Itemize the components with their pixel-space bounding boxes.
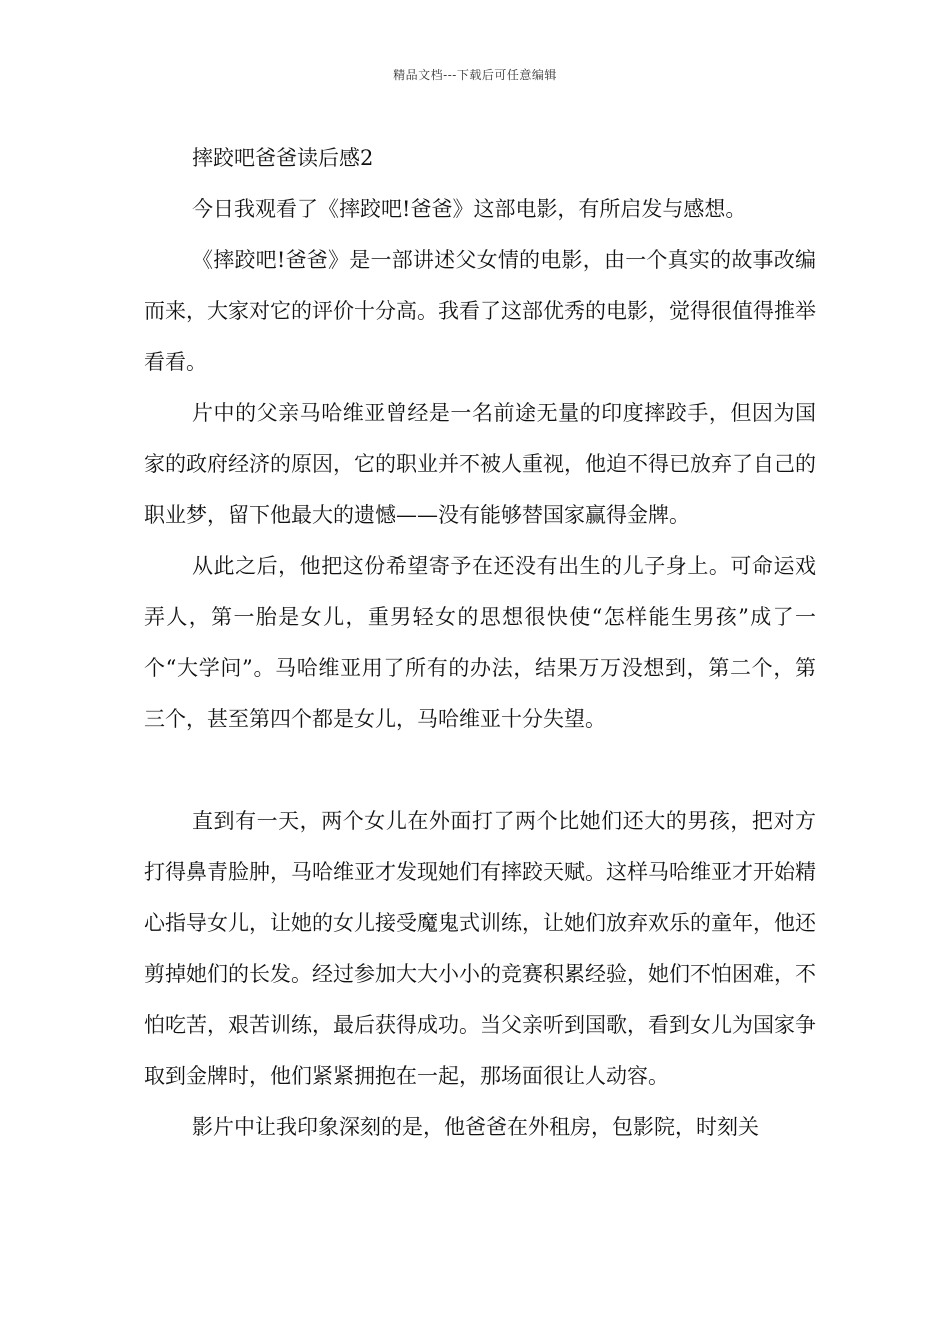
page-header: 精品文档---下载后可任意编辑: [393, 68, 557, 82]
document-body: [144, 132, 816, 1153]
paragraph: 今日我观看了《摔跤吧!爸爸》这部电影，有所启发与感想。: [192, 197, 747, 221]
paragraph: 《摔跤吧!爸爸》是一部讲述父女情的电影，由一个真实的故事改编而来，大家对它的评价十分高。我看了这部优秀的电影，觉得很值得推举看看。: [144, 248, 816, 374]
document-title: 摔跤吧爸爸读后感2: [192, 146, 374, 170]
paragraph: 从此之后，他把这份希望寄予在还没有出生的儿子身上。可命运戏弄人，第一胎是女儿，重男轻女的思想很快使“怎样能生男孩”成了一个“大学问”。马哈维亚用了所有的办法，结果万万没想到，第二个，第三个，甚至第四个都是女儿，马哈维亚十分失望。: [144, 554, 816, 731]
paragraph: 影片中让我印象深刻的是，他爸爸在外租房，包影院，时刻关: [192, 1115, 759, 1139]
paragraph-gap: [144, 745, 816, 796]
paragraph: 直到有一天，两个女儿在外面打了两个比她们还大的男孩，把对方打得鼻青脸肿，马哈维亚才发现她们有摔跤天赋。这样马哈维亚才开始精心指导女儿，让她的女儿接受魔鬼式训练，让她们放弃欢乐的童年，他还剪掉她们的长发。经过参加大大小小的竞赛积累经验，她们不怕困难，不怕吃苦，艰苦训练，最后获得成功。当父亲听到国歌，看到女儿为国家争取到金牌时，他们紧紧拥抱在一起，那场面很让人动容。: [144, 809, 816, 1088]
paragraph: 片中的父亲马哈维亚曾经是一名前途无量的印度摔跤手，但因为国家的政府经济的原因，它的职业并不被人重视，他迫不得已放弃了自己的职业梦，留下他最大的遗憾——没有能够替国家赢得金牌。: [144, 401, 816, 527]
